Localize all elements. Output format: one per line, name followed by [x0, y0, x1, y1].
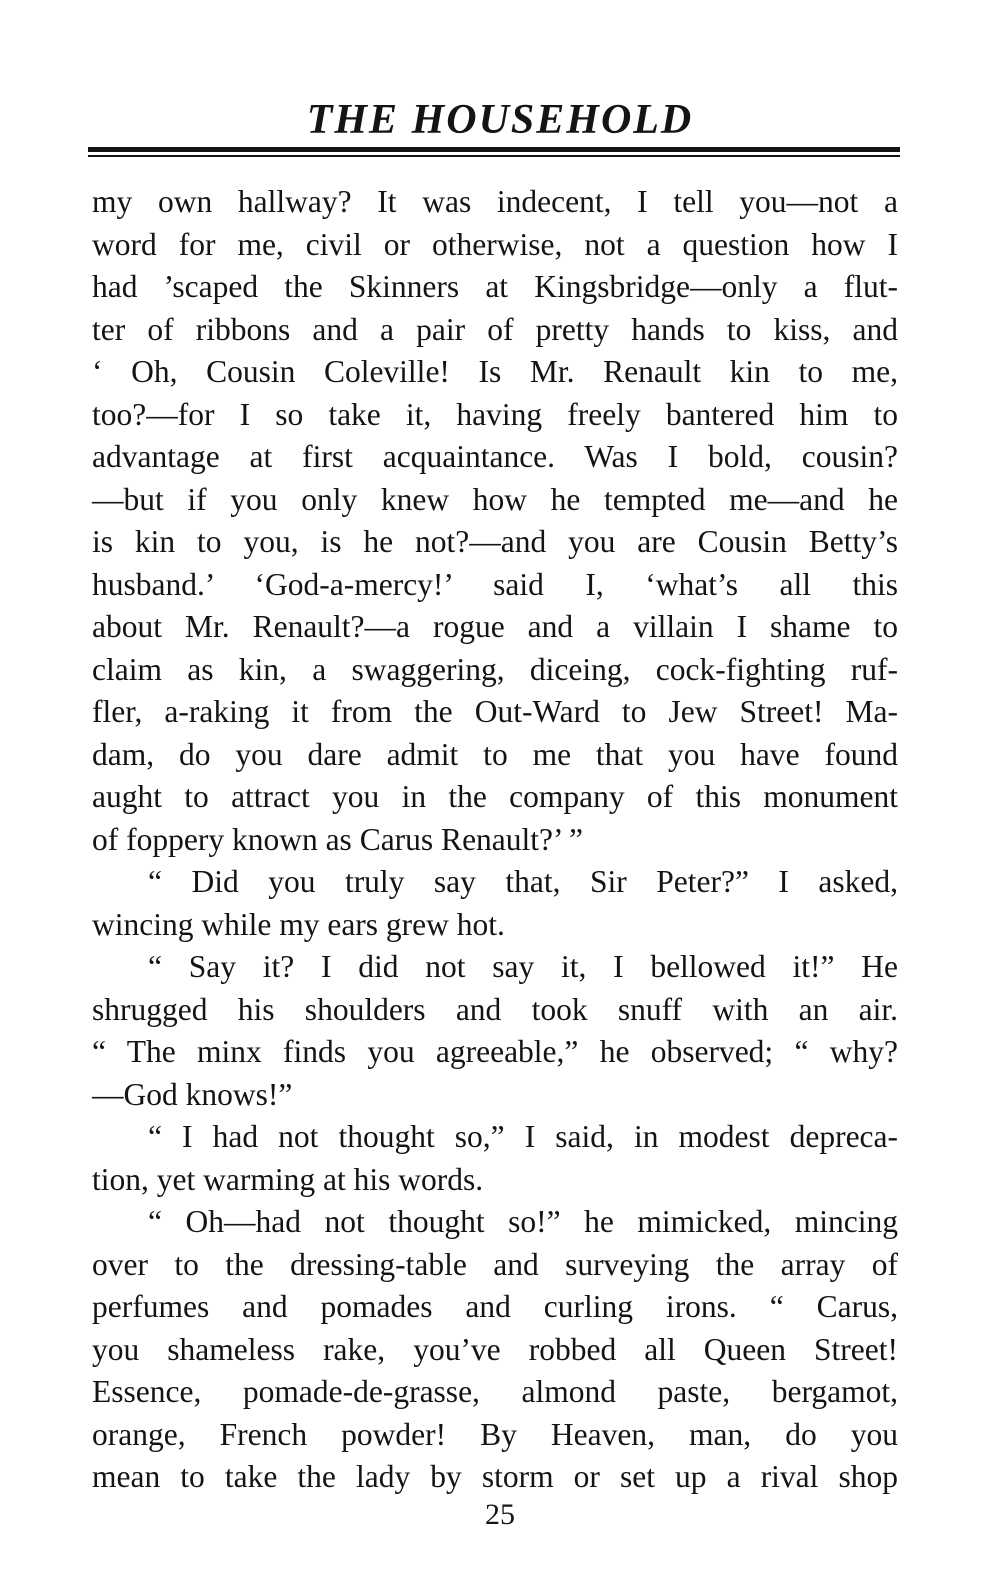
text-line: over to the dressing-table and surveying the array of [92, 1246, 898, 1282]
text-line: ter of ribbons and a pair of pretty hands to kiss, and [92, 311, 898, 347]
text-line: advantage at first acquaintance. Was I bold, cousin? [92, 439, 898, 474]
page-number: 25 [485, 1498, 515, 1531]
text-line: “ The minx finds you agreeable,” he observed; “ why? [92, 1034, 898, 1069]
text-line: had ’scaped the Skinners at Kingsbridge—only a flut- [92, 269, 898, 304]
text-line: is kin to you, is he not?—and you are Cousin Betty’s [92, 524, 898, 559]
text-line: about Mr. Renault?—a rogue and a villain I shame to [92, 609, 898, 644]
text-line: husband.’ ‘God-a-mercy!’ said I, ‘what’s all this [92, 566, 898, 602]
running-header: THE HOUSEHOLD [306, 97, 694, 143]
text-line: you shameless rake, you’ve robbed all Queen Street! [92, 1331, 898, 1367]
text-line: orange, French powder! By Heaven, man, do you [92, 1416, 898, 1452]
text-line: aught to attract you in the company of this monument [92, 779, 898, 814]
text-line: Essence, pomade-de-grasse, almond paste, bergamot, [92, 1374, 898, 1409]
text-line: wincing while my ears grew hot. [92, 906, 505, 942]
body-text [92, 181, 898, 1499]
text-line: perfumes and pomades and curling irons. “ Carus, [92, 1289, 898, 1324]
text-line: word for me, civil or otherwise, not a question how I [92, 226, 898, 262]
text-line: of foppery known as Carus Renault?’ ” [92, 821, 584, 857]
text-line: my own hallway? It was indecent, I tell you—not a [92, 184, 898, 219]
text-line: shrugged his shoulders and took snuff with an air. [92, 991, 898, 1027]
header-rule-thick [88, 147, 900, 152]
text-line: —God knows!” [92, 1076, 293, 1112]
text-line: fler, a-raking it from the Out-Ward to Jew Street! Ma- [92, 694, 898, 729]
text-line: “ I had not thought so,” I said, in modest depreca- [148, 1119, 898, 1154]
text-line: “ Did you truly say that, Sir Peter?” I asked, [148, 864, 898, 899]
text-line: “ Say it? I did not say it, I bellowed it!” He [148, 949, 898, 984]
text-line: “ Oh—had not thought so!” he mimicked, mincing [148, 1204, 898, 1239]
header-rule-thin [88, 155, 900, 157]
text-line: tion, yet warming at his words. [92, 1161, 484, 1197]
text-line: mean to take the lady by storm or set up a rival shop [92, 1459, 898, 1494]
text-line: ‘ Oh, Cousin Coleville! Is Mr. Renault kin to me, [92, 354, 898, 389]
text-line: claim as kin, a swaggering, diceing, cock-fighting ruf- [92, 651, 898, 687]
text-line: —but if you only knew how he tempted me—and he [92, 481, 898, 517]
text-line: dam, do you dare admit to me that you have found [92, 736, 898, 772]
text-line: too?—for I so take it, having freely bantered him to [92, 396, 898, 432]
